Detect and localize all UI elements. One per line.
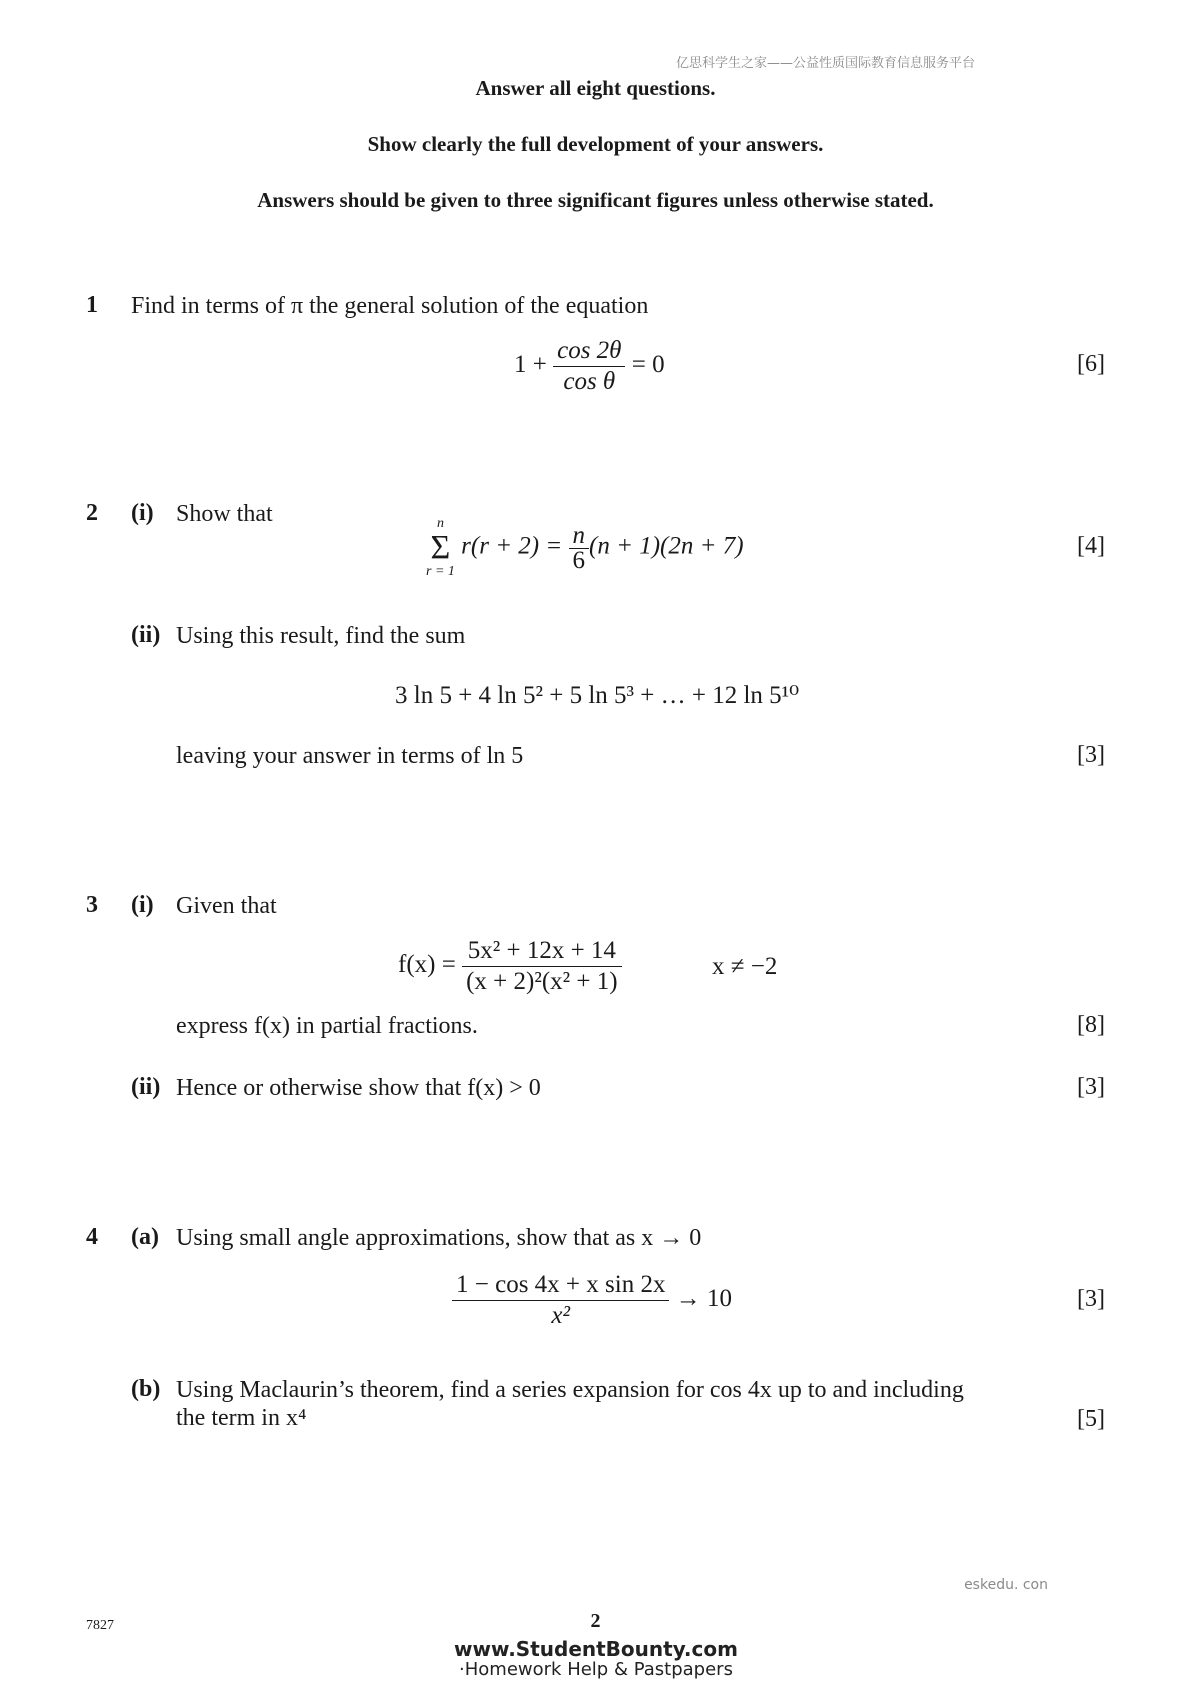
question-3-part-i-text: Given that bbox=[176, 893, 277, 919]
q2-sum-body: r(r + 2) = bbox=[461, 532, 563, 560]
question-2-part-i-label: (i) bbox=[131, 500, 154, 526]
sigma-symbol: n Σ r = 1 bbox=[426, 516, 455, 579]
question-2-summation bbox=[426, 516, 744, 580]
q2-sum-rest: (n + 1)(2n + 7) bbox=[589, 532, 744, 560]
sum-lower-limit: r = 1 bbox=[426, 564, 455, 579]
q1-fraction bbox=[553, 336, 625, 397]
q4-fraction bbox=[452, 1270, 669, 1331]
q4-fraction-denominator: x² bbox=[551, 1302, 571, 1329]
q2-fraction-denominator: 6 bbox=[572, 546, 586, 574]
question-3-part-i-mark: [8] bbox=[1077, 1012, 1105, 1038]
question-2-number: 2 bbox=[86, 500, 98, 526]
q1-fraction-numerator: cos 2θ bbox=[553, 336, 625, 367]
question-4-part-a-mark: [3] bbox=[1077, 1286, 1105, 1312]
question-4-part-b-text-1: Using Maclaurin’s theorem, find a series expansion for cos 4x up to and including bbox=[176, 1377, 964, 1403]
logo-tagline: ·Homework Help & Pastpapers bbox=[459, 1659, 733, 1680]
question-4-part-a-text: Using small angle approximations, show that as x → 0 bbox=[176, 1225, 702, 1251]
question-2-part-i-text: Show that bbox=[176, 501, 273, 527]
q2-fraction bbox=[569, 521, 590, 574]
q2-fraction-numerator: n bbox=[569, 524, 590, 549]
instruction-1: Answer all eight questions. bbox=[475, 76, 716, 100]
question-2-part-ii-text-2: leaving your answer in terms of ln 5 bbox=[176, 743, 524, 769]
q1-eq-rhs: = 0 bbox=[631, 351, 665, 379]
header-watermark: 亿思科学生之家——公益性质国际教育信息服务平台 bbox=[675, 56, 975, 71]
question-2-series: 3 ln 5 + 4 ln 5² + 5 ln 5³ + … + 12 ln 5¹⁰ bbox=[395, 682, 800, 709]
q3-fraction-denominator: (x + 2)²(x² + 1) bbox=[466, 968, 618, 995]
q1-eq-lhs: 1 + bbox=[514, 351, 547, 379]
question-3-part-i-label: (i) bbox=[131, 892, 154, 918]
question-4-part-b-text-2: the term in x⁴ bbox=[176, 1405, 307, 1431]
q3-fraction bbox=[462, 936, 622, 997]
q4-fraction-numerator: 1 − cos 4x + x sin 2x bbox=[452, 1270, 669, 1301]
q3-fraction-numerator: 5x² + 12x + 14 bbox=[462, 936, 622, 967]
question-3-part-ii-mark: [3] bbox=[1077, 1074, 1105, 1100]
question-2-part-ii-mark: [3] bbox=[1077, 742, 1105, 768]
question-3-function bbox=[398, 936, 622, 997]
studentbounty-logo bbox=[446, 1638, 746, 1680]
page-number: 2 bbox=[590, 1610, 601, 1632]
question-2-part-i-mark: [4] bbox=[1077, 533, 1105, 559]
q4-limit-rhs: → 10 bbox=[675, 1285, 732, 1313]
instruction-2: Show clearly the full development of your answers. bbox=[367, 132, 824, 156]
question-3-number: 3 bbox=[86, 892, 98, 918]
question-4-part-b-mark: [5] bbox=[1077, 1406, 1105, 1432]
question-4-part-a-label: (a) bbox=[131, 1224, 159, 1250]
sum-upper-limit: n bbox=[436, 516, 444, 531]
question-2-part-ii-label: (ii) bbox=[131, 622, 161, 648]
question-3-part-ii-label: (ii) bbox=[131, 1074, 161, 1100]
question-1-equation bbox=[514, 336, 665, 397]
question-3-part-i-text-2: express f(x) in partial fractions. bbox=[176, 1013, 478, 1039]
question-4-part-b-label: (b) bbox=[131, 1376, 161, 1402]
question-1-text: Find in terms of π the general solution of the equation bbox=[131, 293, 649, 319]
footer-site-watermark: eskedu. con bbox=[964, 1577, 1048, 1593]
question-3-part-ii-text: Hence or otherwise show that f(x) > 0 bbox=[176, 1075, 541, 1101]
logo-url: www.StudentBounty.com bbox=[454, 1637, 738, 1661]
question-4-limit bbox=[452, 1270, 732, 1331]
question-3-condition: x ≠ −2 bbox=[712, 953, 778, 980]
question-2-part-ii-text: Using this result, find the sum bbox=[176, 623, 466, 649]
footer-paper-code: 7827 bbox=[86, 1618, 114, 1633]
question-1-mark: [6] bbox=[1077, 351, 1105, 377]
instruction-3: Answers should be given to three significant figures unless otherwise stated. bbox=[257, 188, 934, 212]
q3-function-lhs: f(x) = bbox=[398, 951, 456, 979]
question-1-number: 1 bbox=[86, 292, 98, 318]
question-4-number: 4 bbox=[86, 1224, 98, 1250]
q1-fraction-denominator: cos θ bbox=[563, 368, 616, 395]
